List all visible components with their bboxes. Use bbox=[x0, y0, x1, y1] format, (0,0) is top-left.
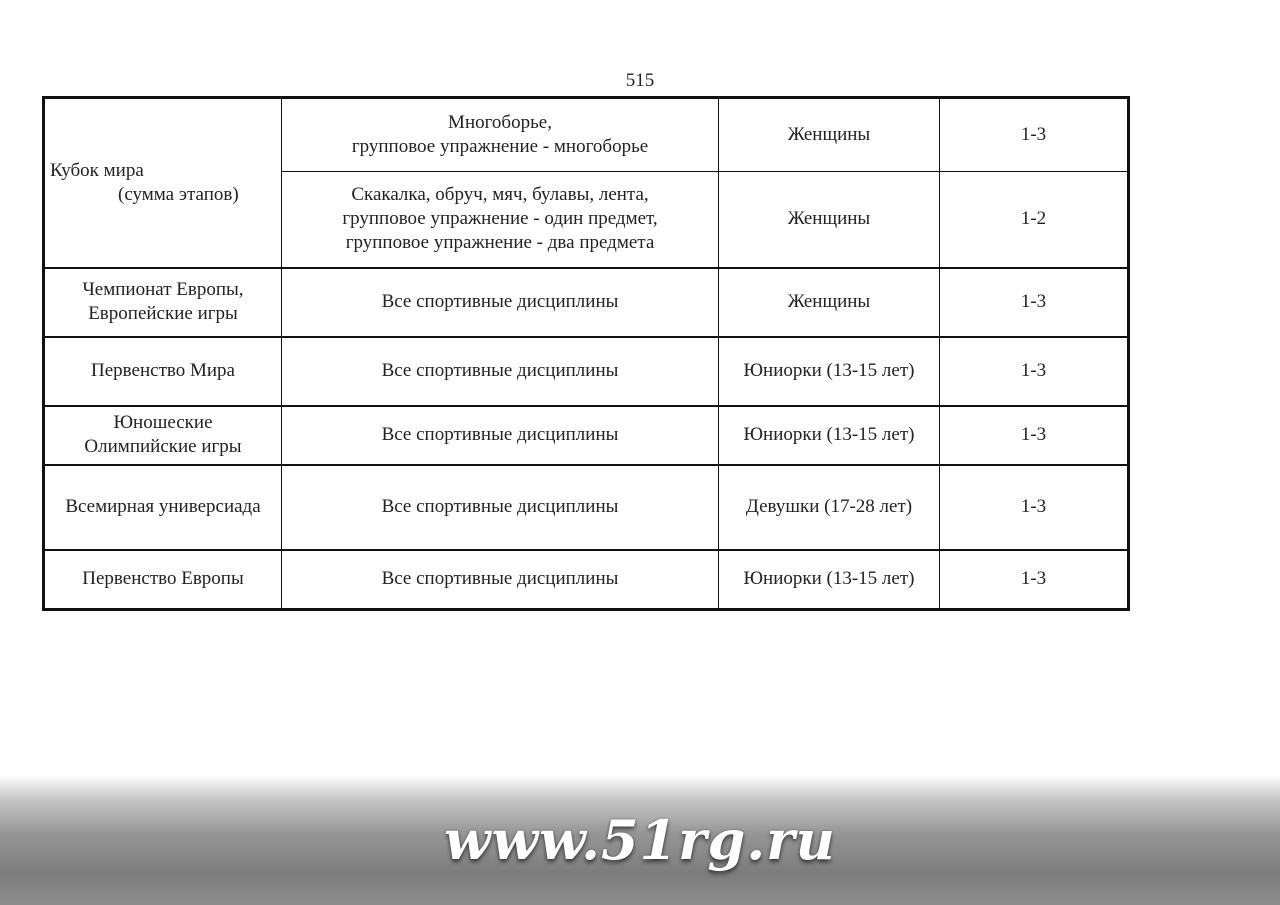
table-row bbox=[44, 550, 1129, 610]
category-cell: Юниорки (13-15 лет) bbox=[719, 550, 940, 610]
competition-cell: Первенство Мира bbox=[44, 337, 282, 406]
disciplines-cell: Все спортивные дисциплины bbox=[282, 268, 719, 337]
table-row bbox=[44, 465, 1129, 550]
table-row bbox=[44, 406, 1129, 465]
places-cell: 1-3 bbox=[940, 268, 1129, 337]
places-cell: 1-3 bbox=[940, 337, 1129, 406]
competition-name-line: Чемпионат Европы, bbox=[82, 279, 244, 300]
disciplines-cell bbox=[282, 98, 719, 172]
category-cell: Женщины bbox=[719, 98, 940, 172]
disciplines-cell: Все спортивные дисциплины bbox=[282, 337, 719, 406]
competition-name-line: Юношеские bbox=[113, 412, 213, 433]
discipline-line: Многоборье, bbox=[448, 112, 552, 133]
places-cell: 1-3 bbox=[940, 465, 1129, 550]
category-cell: Юниорки (13-15 лет) bbox=[719, 406, 940, 465]
places-cell: 1-3 bbox=[940, 550, 1129, 610]
competition-cell bbox=[44, 268, 282, 337]
discipline-line: групповое упражнение - один предмет, bbox=[342, 208, 658, 230]
category-cell: Девушки (17-28 лет) bbox=[719, 465, 940, 550]
competition-name-line: (сумма этапов) bbox=[118, 183, 239, 205]
disciplines-cell: Все спортивные дисциплины bbox=[282, 550, 719, 610]
places-cell: 1-3 bbox=[940, 98, 1129, 172]
competition-cell: Первенство Европы bbox=[44, 550, 282, 610]
category-cell: Женщины bbox=[719, 268, 940, 337]
places-cell: 1-3 bbox=[940, 406, 1129, 465]
disciplines-cell: Все спортивные дисциплины bbox=[282, 406, 719, 465]
competition-cell: Всемирная универсиада bbox=[44, 465, 282, 550]
competition-table bbox=[42, 96, 1130, 611]
discipline-line: Скакалка, обруч, мяч, булавы, лента, bbox=[351, 184, 649, 206]
disciplines-cell: Все спортивные дисциплины bbox=[282, 465, 719, 550]
competition-name-line: Олимпийские игры bbox=[84, 436, 242, 457]
watermark-logo: www.51rg.ru bbox=[444, 808, 836, 872]
disciplines-cell bbox=[282, 172, 719, 268]
competition-name-line: Европейские игры bbox=[88, 303, 238, 324]
competition-name-line: Кубок мира bbox=[50, 159, 144, 181]
category-cell: Юниорки (13-15 лет) bbox=[719, 337, 940, 406]
competition-cell bbox=[44, 98, 282, 268]
places-cell: 1-2 bbox=[940, 172, 1129, 268]
table-row bbox=[44, 268, 1129, 337]
discipline-line: групповое упражнение - многоборье bbox=[351, 136, 649, 157]
category-cell: Женщины bbox=[719, 172, 940, 268]
table-row bbox=[44, 98, 1129, 172]
discipline-line: групповое упражнение - два предмета bbox=[345, 232, 655, 254]
competition-cell bbox=[44, 406, 282, 465]
page-number: 515 bbox=[625, 70, 655, 91]
table-row bbox=[44, 337, 1129, 406]
